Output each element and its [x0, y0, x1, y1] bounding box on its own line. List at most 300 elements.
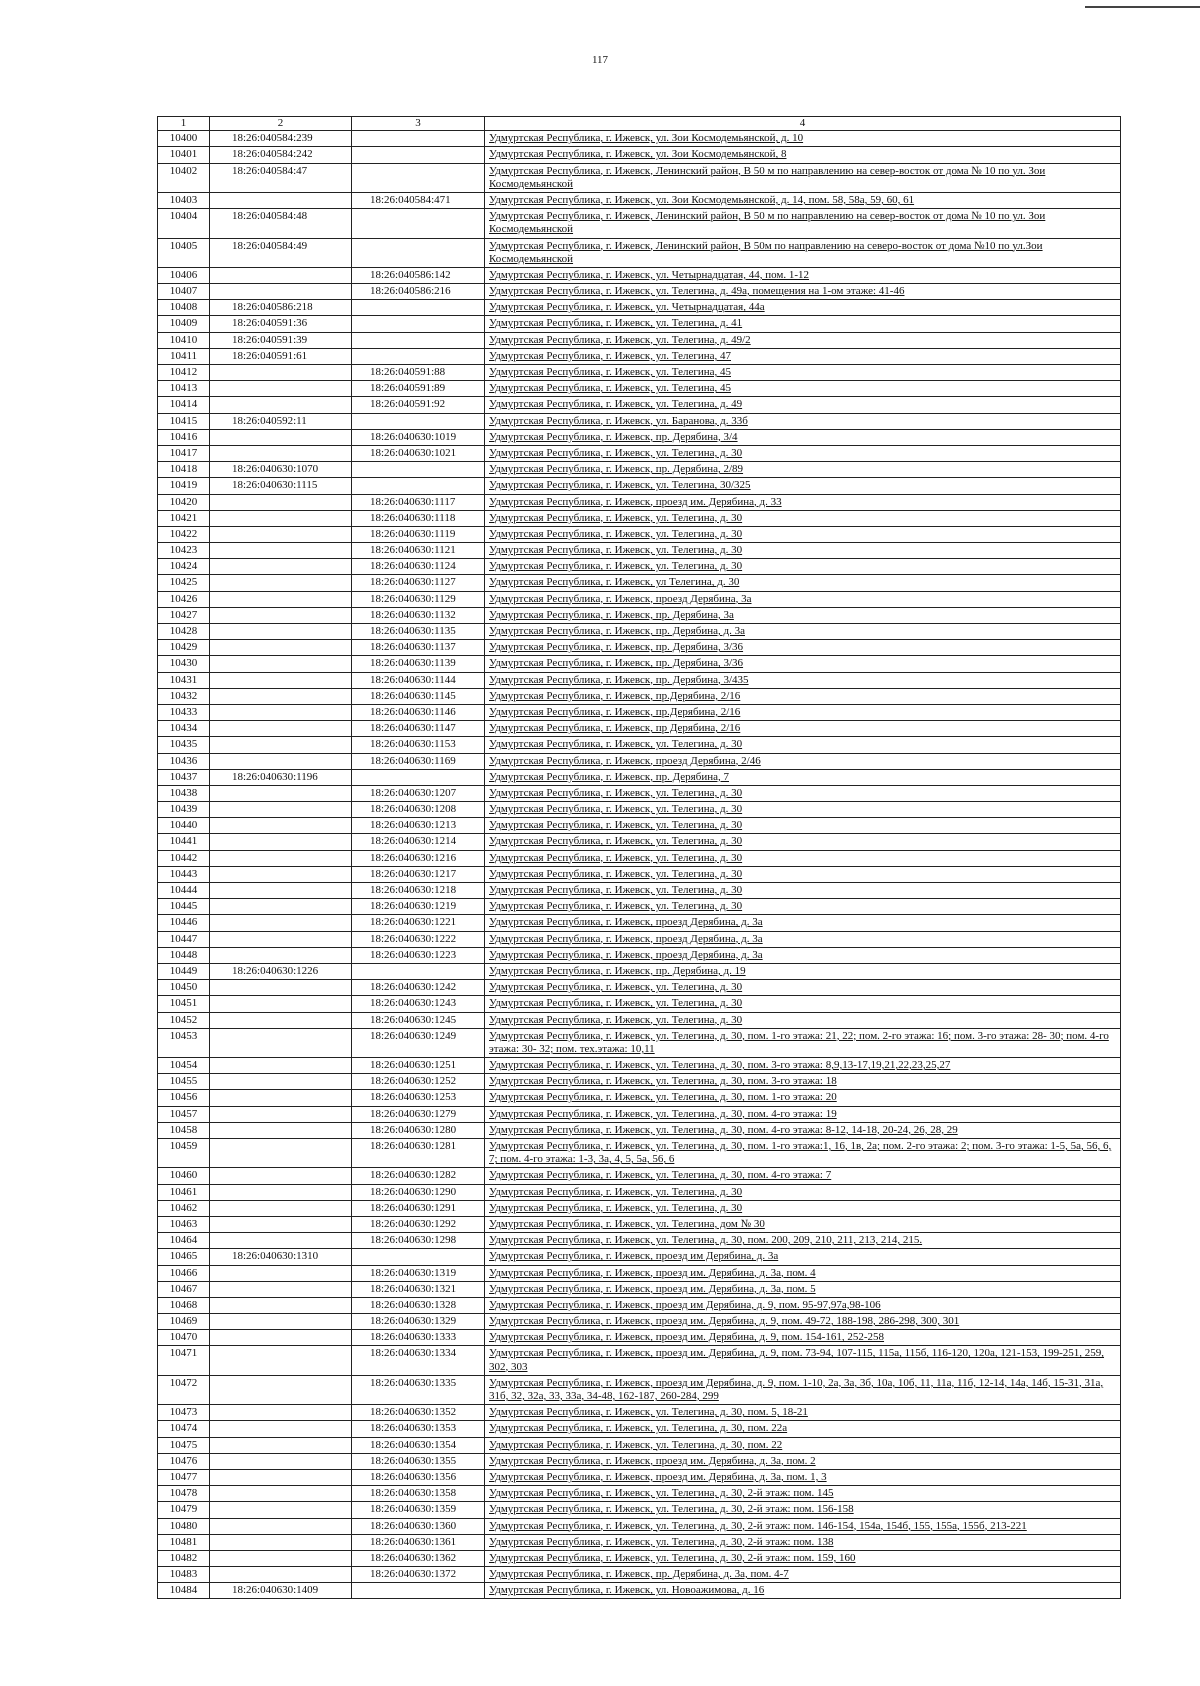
table-row — [158, 316, 1121, 332]
address-cell: Удмуртская Республика, г. Ижевск, ул. Телегина, д. 30, пом. 4-го этажа: 7 — [485, 1168, 1121, 1184]
address-cell: Удмуртская Республика, г. Ижевск, проезд Дерябина, 2/46 — [485, 753, 1121, 769]
row-number-cell: 10454 — [158, 1058, 210, 1074]
address-cell: Удмуртская Республика, г. Ижевск, проезд Дерябина, 3а — [485, 591, 1121, 607]
row-number-cell: 10430 — [158, 656, 210, 672]
table-row — [158, 963, 1121, 979]
address-cell: Удмуртская Республика, г. Ижевск, ул. Телегина, д. 30, пом. 4-го этажа: 19 — [485, 1106, 1121, 1122]
cadastral-number-cell: 18:26:040584:239 — [210, 131, 352, 147]
premises-cadastral-number-cell: 18:26:040630:1280 — [352, 1122, 485, 1138]
row-number-cell: 10418 — [158, 462, 210, 478]
cadastral-number-cell — [210, 980, 352, 996]
row-number-cell: 10476 — [158, 1453, 210, 1469]
row-number-cell: 10425 — [158, 575, 210, 591]
table-row — [158, 1453, 1121, 1469]
cadastral-number-cell — [210, 704, 352, 720]
table-row — [158, 1200, 1121, 1216]
cadastral-number-cell — [210, 1168, 352, 1184]
row-number-cell: 10405 — [158, 238, 210, 267]
row-number-cell: 10423 — [158, 543, 210, 559]
row-number-cell: 10474 — [158, 1421, 210, 1437]
row-number-cell: 10413 — [158, 381, 210, 397]
row-number-cell: 10458 — [158, 1122, 210, 1138]
table-row — [158, 510, 1121, 526]
table-row — [158, 834, 1121, 850]
premises-cadastral-number-cell: 18:26:040630:1135 — [352, 624, 485, 640]
cadastral-number-cell — [210, 494, 352, 510]
table-row — [158, 348, 1121, 364]
row-number-cell: 10468 — [158, 1297, 210, 1313]
premises-cadastral-number-cell — [352, 413, 485, 429]
table-row — [158, 526, 1121, 542]
premises-cadastral-number-cell: 18:26:040591:92 — [352, 397, 485, 413]
table-row — [158, 818, 1121, 834]
cadastral-number-cell — [210, 575, 352, 591]
premises-cadastral-number-cell: 18:26:040630:1222 — [352, 931, 485, 947]
table-row — [158, 591, 1121, 607]
row-number-cell: 10439 — [158, 802, 210, 818]
row-number-cell: 10477 — [158, 1469, 210, 1485]
cadastral-number-cell — [210, 397, 352, 413]
premises-cadastral-number-cell: 18:26:040630:1021 — [352, 445, 485, 461]
premises-cadastral-number-cell: 18:26:040630:1292 — [352, 1216, 485, 1232]
cadastral-number-cell — [210, 688, 352, 704]
address-cell: Удмуртская Республика, г. Ижевск, пр. Дерябина, д. 19 — [485, 963, 1121, 979]
row-number-cell: 10446 — [158, 915, 210, 931]
address-cell: Удмуртская Республика, г. Ижевск, ул. Телегина, д. 30, пом. 1-го этажа: 20 — [485, 1090, 1121, 1106]
row-number-cell: 10482 — [158, 1550, 210, 1566]
row-number-cell: 10448 — [158, 947, 210, 963]
registry-table — [157, 116, 1121, 1599]
premises-cadastral-number-cell: 18:26:040630:1169 — [352, 753, 485, 769]
address-cell: Удмуртская Республика, г. Ижевск, Ленинский район, В 50м по направлению на северо-восток от дома №10 по ул.Зои Космодемьянской — [485, 238, 1121, 267]
address-cell: Удмуртская Республика, г. Ижевск, пр.Дерябина, 2/16 — [485, 688, 1121, 704]
table-row — [158, 1028, 1121, 1057]
premises-cadastral-number-cell: 18:26:040586:216 — [352, 284, 485, 300]
header-col-3: 3 — [352, 117, 485, 131]
cadastral-number-cell — [210, 899, 352, 915]
table-row — [158, 624, 1121, 640]
cadastral-number-cell — [210, 429, 352, 445]
row-number-cell: 10472 — [158, 1375, 210, 1404]
row-number-cell: 10470 — [158, 1330, 210, 1346]
cadastral-number-cell — [210, 1058, 352, 1074]
row-number-cell: 10462 — [158, 1200, 210, 1216]
table-row — [158, 1233, 1121, 1249]
premises-cadastral-number-cell: 18:26:040630:1334 — [352, 1346, 485, 1375]
row-number-cell: 10422 — [158, 526, 210, 542]
premises-cadastral-number-cell: 18:26:040630:1213 — [352, 818, 485, 834]
address-cell: Удмуртская Республика, г. Ижевск, пр. Дерябина, 3/36 — [485, 640, 1121, 656]
address-cell: Удмуртская Республика, г. Ижевск, ул. Телегина, д. 30 — [485, 1200, 1121, 1216]
address-cell: Удмуртская Республика, г. Ижевск, ул. Зои Космодемьянской, д. 14, пом. 58, 58а, 59, 60, 61 — [485, 192, 1121, 208]
table-row — [158, 866, 1121, 882]
address-cell: Удмуртская Республика, г. Ижевск, ул. Зои Космодемьянской, д. 10 — [485, 131, 1121, 147]
address-cell: Удмуртская Республика, г. Ижевск, проезд им. Дерябина, д. 3а, пом. 2 — [485, 1453, 1121, 1469]
premises-cadastral-number-cell: 18:26:040630:1144 — [352, 672, 485, 688]
address-cell: Удмуртская Республика, г. Ижевск, ул. Телегина, д. 30 — [485, 899, 1121, 915]
row-number-cell: 10464 — [158, 1233, 210, 1249]
premises-cadastral-number-cell: 18:26:040630:1354 — [352, 1437, 485, 1453]
table-row — [158, 1106, 1121, 1122]
table-row — [158, 883, 1121, 899]
premises-cadastral-number-cell — [352, 769, 485, 785]
row-number-cell: 10420 — [158, 494, 210, 510]
cadastral-number-cell — [210, 526, 352, 542]
cadastral-number-cell — [210, 850, 352, 866]
cadastral-number-cell — [210, 737, 352, 753]
cadastral-number-cell — [210, 365, 352, 381]
address-cell: Удмуртская Республика, г. Ижевск, ул. Телегина, д. 30 — [485, 996, 1121, 1012]
cadastral-number-cell: 18:26:040592:11 — [210, 413, 352, 429]
premises-cadastral-number-cell — [352, 478, 485, 494]
address-cell: Удмуртская Республика, г. Ижевск, проезд Дерябина, д. 3а — [485, 931, 1121, 947]
table-row — [158, 688, 1121, 704]
row-number-cell: 10452 — [158, 1012, 210, 1028]
row-number-cell: 10455 — [158, 1074, 210, 1090]
address-cell: Удмуртская Республика, г. Ижевск, пр. Дерябина, 3а — [485, 607, 1121, 623]
row-number-cell: 10416 — [158, 429, 210, 445]
premises-cadastral-number-cell — [352, 1583, 485, 1599]
premises-cadastral-number-cell: 18:26:040630:1137 — [352, 640, 485, 656]
row-number-cell: 10415 — [158, 413, 210, 429]
cadastral-number-cell — [210, 1330, 352, 1346]
row-number-cell: 10483 — [158, 1567, 210, 1583]
table-row — [158, 980, 1121, 996]
address-cell: Удмуртская Республика, г. Ижевск, проезд им. Дерябина, д. 3а, пом. 5 — [485, 1281, 1121, 1297]
premises-cadastral-number-cell: 18:26:040630:1352 — [352, 1405, 485, 1421]
address-cell: Удмуртская Республика, г. Ижевск, ул. Телегина, д. 30, 2-й этаж: пом. 159, 160 — [485, 1550, 1121, 1566]
cadastral-number-cell — [210, 1314, 352, 1330]
row-number-cell: 10445 — [158, 899, 210, 915]
cadastral-number-cell: 18:26:040591:36 — [210, 316, 352, 332]
address-cell: Удмуртская Республика, г. Ижевск, ул. Четырнадцатая, 44, пом. 1-12 — [485, 267, 1121, 283]
address-cell: Удмуртская Республика, г. Ижевск, ул. Телегина, 30/325 — [485, 478, 1121, 494]
table-row — [158, 915, 1121, 931]
cadastral-number-cell: 18:26:040584:242 — [210, 147, 352, 163]
premises-cadastral-number-cell: 18:26:040630:1145 — [352, 688, 485, 704]
cadastral-number-cell — [210, 1297, 352, 1313]
cadastral-number-cell — [210, 1567, 352, 1583]
row-number-cell: 10449 — [158, 963, 210, 979]
address-cell: Удмуртская Республика, г. Ижевск, ул. Телегина, д. 30, пом. 5, 18-21 — [485, 1405, 1121, 1421]
address-cell: Удмуртская Республика, г. Ижевск, ул Телегина, д. 30 — [485, 575, 1121, 591]
address-cell: Удмуртская Республика, г. Ижевск, проезд им Дерябина, д. 9, пом. 1-10, 2а, 3а, 3б, 10а, 10б, 11, 11а, 11б, 12-14, 14а, 14б, 15-31, 31а, 31б, 32, 32а, 33, 33а, 34-48, 162-187, 260-284, 299 — [485, 1375, 1121, 1404]
address-cell: Удмуртская Республика, г. Ижевск, пр. Дерябина, 7 — [485, 769, 1121, 785]
premises-cadastral-number-cell — [352, 348, 485, 364]
premises-cadastral-number-cell: 18:26:040630:1019 — [352, 429, 485, 445]
premises-cadastral-number-cell: 18:26:040630:1132 — [352, 607, 485, 623]
premises-cadastral-number-cell — [352, 209, 485, 238]
cadastral-number-cell: 18:26:040630:1310 — [210, 1249, 352, 1265]
row-number-cell: 10480 — [158, 1518, 210, 1534]
cadastral-number-cell — [210, 656, 352, 672]
cadastral-number-cell: 18:26:040630:1115 — [210, 478, 352, 494]
row-number-cell: 10433 — [158, 704, 210, 720]
row-number-cell: 10403 — [158, 192, 210, 208]
table-row — [158, 1122, 1121, 1138]
address-cell: Удмуртская Республика, г. Ижевск, ул. Телегина, д. 30 — [485, 785, 1121, 801]
table-header-row — [158, 117, 1121, 131]
header-col-2: 2 — [210, 117, 352, 131]
row-number-cell: 10431 — [158, 672, 210, 688]
address-cell: Удмуртская Республика, г. Ижевск, ул. Зои Космодемьянской, 8 — [485, 147, 1121, 163]
cadastral-number-cell: 18:26:040630:1070 — [210, 462, 352, 478]
premises-cadastral-number-cell: 18:26:040630:1216 — [352, 850, 485, 866]
table-row — [158, 1216, 1121, 1232]
row-number-cell: 10435 — [158, 737, 210, 753]
row-number-cell: 10467 — [158, 1281, 210, 1297]
address-cell: Удмуртская Республика, г. Ижевск, ул. Телегина, д. 30 — [485, 559, 1121, 575]
premises-cadastral-number-cell: 18:26:040586:142 — [352, 267, 485, 283]
cadastral-number-cell — [210, 1375, 352, 1404]
address-cell: Удмуртская Республика, г. Ижевск, ул. Телегина, д. 30, пом. 22 — [485, 1437, 1121, 1453]
row-number-cell: 10478 — [158, 1486, 210, 1502]
table-row — [158, 737, 1121, 753]
address-cell: Удмуртская Республика, г. Ижевск, ул. Телегина, д. 30 — [485, 818, 1121, 834]
premises-cadastral-number-cell: 18:26:040630:1279 — [352, 1106, 485, 1122]
address-cell: Удмуртская Республика, г. Ижевск, пр. Дерябина, 3/435 — [485, 672, 1121, 688]
premises-cadastral-number-cell: 18:26:040630:1356 — [352, 1469, 485, 1485]
table-row — [158, 1314, 1121, 1330]
premises-cadastral-number-cell: 18:26:040630:1335 — [352, 1375, 485, 1404]
table-row — [158, 1184, 1121, 1200]
row-number-cell: 10401 — [158, 147, 210, 163]
address-cell: Удмуртская Республика, г. Ижевск, проезд Дерябина, д. 3а — [485, 947, 1121, 963]
premises-cadastral-number-cell — [352, 147, 485, 163]
row-number-cell: 10451 — [158, 996, 210, 1012]
row-number-cell: 10456 — [158, 1090, 210, 1106]
premises-cadastral-number-cell: 18:26:040630:1359 — [352, 1502, 485, 1518]
table-row — [158, 1486, 1121, 1502]
table-row — [158, 147, 1121, 163]
table-row — [158, 462, 1121, 478]
row-number-cell: 10412 — [158, 365, 210, 381]
cadastral-number-cell — [210, 445, 352, 461]
cadastral-number-cell — [210, 721, 352, 737]
address-cell: Удмуртская Республика, г. Ижевск, проезд Дерябина, д. 3а — [485, 915, 1121, 931]
cadastral-number-cell — [210, 1184, 352, 1200]
address-cell: Удмуртская Республика, г. Ижевск, ул. Баранова, д. 33б — [485, 413, 1121, 429]
address-cell: Удмуртская Республика, г. Ижевск, ул. Телегина, д. 41 — [485, 316, 1121, 332]
table-row — [158, 704, 1121, 720]
table-row — [158, 332, 1121, 348]
address-cell: Удмуртская Республика, г. Ижевск, Ленинский район, В 50 м по направлению на север-восток от дома № 10 по ул. Зои Космодемьянской — [485, 209, 1121, 238]
premises-cadastral-number-cell: 18:26:040630:1249 — [352, 1028, 485, 1057]
table-row — [158, 1518, 1121, 1534]
cadastral-number-cell — [210, 1346, 352, 1375]
cadastral-number-cell — [210, 785, 352, 801]
table-row — [158, 1567, 1121, 1583]
cadastral-number-cell — [210, 591, 352, 607]
address-cell: Удмуртская Республика, г. Ижевск, ул. Телегина, д. 30, пом. 22а — [485, 1421, 1121, 1437]
row-number-cell: 10460 — [158, 1168, 210, 1184]
address-cell: Удмуртская Республика, г. Ижевск, ул. Телегина, д. 30 — [485, 1012, 1121, 1028]
header-col-4: 4 — [485, 117, 1121, 131]
premises-cadastral-number-cell — [352, 1249, 485, 1265]
row-number-cell: 10438 — [158, 785, 210, 801]
table-row — [158, 445, 1121, 461]
cadastral-number-cell — [210, 1281, 352, 1297]
premises-cadastral-number-cell: 18:26:040630:1251 — [352, 1058, 485, 1074]
premises-cadastral-number-cell: 18:26:040630:1214 — [352, 834, 485, 850]
premises-cadastral-number-cell: 18:26:040630:1298 — [352, 1233, 485, 1249]
address-cell: Удмуртская Республика, г. Ижевск, пр. Дерябина, д. 3а — [485, 624, 1121, 640]
row-number-cell: 10471 — [158, 1346, 210, 1375]
premises-cadastral-number-cell: 18:26:040630:1117 — [352, 494, 485, 510]
table-row — [158, 656, 1121, 672]
address-cell: Удмуртская Республика, г. Ижевск, ул. Телегина, д. 30 — [485, 834, 1121, 850]
cadastral-number-cell — [210, 1028, 352, 1057]
cadastral-number-cell — [210, 510, 352, 526]
cadastral-number-cell — [210, 1012, 352, 1028]
row-number-cell: 10453 — [158, 1028, 210, 1057]
cadastral-number-cell — [210, 1518, 352, 1534]
row-number-cell: 10469 — [158, 1314, 210, 1330]
cadastral-number-cell — [210, 640, 352, 656]
table-row — [158, 1139, 1121, 1168]
row-number-cell: 10427 — [158, 607, 210, 623]
address-cell: Удмуртская Республика, г. Ижевск, ул. Телегина, д. 30, пом. 200, 209, 210, 211, 213, 214, 215. — [485, 1233, 1121, 1249]
cadastral-number-cell — [210, 947, 352, 963]
premises-cadastral-number-cell: 18:26:040630:1372 — [352, 1567, 485, 1583]
premises-cadastral-number-cell: 18:26:040630:1119 — [352, 526, 485, 542]
premises-cadastral-number-cell: 18:26:040630:1253 — [352, 1090, 485, 1106]
address-cell: Удмуртская Республика, г. Ижевск, пр. Дерябина, 3/36 — [485, 656, 1121, 672]
table-row — [158, 131, 1121, 147]
table-row — [158, 899, 1121, 915]
premises-cadastral-number-cell: 18:26:040630:1361 — [352, 1534, 485, 1550]
premises-cadastral-number-cell: 18:26:040584:471 — [352, 192, 485, 208]
row-number-cell: 10404 — [158, 209, 210, 238]
address-cell: Удмуртская Республика, г. Ижевск, ул. Телегина, д. 30 — [485, 737, 1121, 753]
cadastral-number-cell — [210, 1534, 352, 1550]
address-cell: Удмуртская Республика, г. Ижевск, ул. Четырнадцатая, 44а — [485, 300, 1121, 316]
row-number-cell: 10410 — [158, 332, 210, 348]
row-number-cell: 10479 — [158, 1502, 210, 1518]
table-row — [158, 753, 1121, 769]
premises-cadastral-number-cell — [352, 316, 485, 332]
address-cell: Удмуртская Республика, г. Ижевск, ул. Телегина, д. 30 — [485, 980, 1121, 996]
premises-cadastral-number-cell: 18:26:040630:1360 — [352, 1518, 485, 1534]
address-cell: Удмуртская Республика, г. Ижевск, ул. Телегина, д. 30, 2-й этаж: пом. 145 — [485, 1486, 1121, 1502]
address-cell: Удмуртская Республика, г. Ижевск, ул. Телегина, д. 30, пом. 1-го этажа: 21, 22; пом. 2-го этажа: 16; пом. 3-го этажа: 28- 30; пом. 4-го этажа: 30- 32; пом. тех.этажа: 10,11 — [485, 1028, 1121, 1057]
row-number-cell: 10414 — [158, 397, 210, 413]
address-cell: Удмуртская Республика, г. Ижевск, проезд им. Дерябина, д. 9, пом. 73-94, 107-115, 115а, 115б, 116-120, 120а, 121-153, 199-251, 259, 302, 303 — [485, 1346, 1121, 1375]
cadastral-number-cell — [210, 1106, 352, 1122]
premises-cadastral-number-cell: 18:26:040630:1218 — [352, 883, 485, 899]
table-row — [158, 1330, 1121, 1346]
row-number-cell: 10434 — [158, 721, 210, 737]
row-number-cell: 10436 — [158, 753, 210, 769]
premises-cadastral-number-cell — [352, 163, 485, 192]
cadastral-number-cell — [210, 559, 352, 575]
table-row — [158, 284, 1121, 300]
premises-cadastral-number-cell: 18:26:040630:1333 — [352, 1330, 485, 1346]
table-row — [158, 802, 1121, 818]
table-row — [158, 1550, 1121, 1566]
table-row — [158, 1265, 1121, 1281]
cadastral-number-cell: 18:26:040586:218 — [210, 300, 352, 316]
table-row — [158, 267, 1121, 283]
row-number-cell: 10409 — [158, 316, 210, 332]
table-row — [158, 850, 1121, 866]
page-number: 117 — [591, 54, 609, 66]
address-cell: Удмуртская Республика, г. Ижевск, проезд им. Дерябина, д. 9, пом. 49-72, 188-198, 286-298, 300, 301 — [485, 1314, 1121, 1330]
premises-cadastral-number-cell: 18:26:040630:1281 — [352, 1139, 485, 1168]
cadastral-number-cell — [210, 1200, 352, 1216]
premises-cadastral-number-cell: 18:26:040630:1245 — [352, 1012, 485, 1028]
header-col-1: 1 — [158, 117, 210, 131]
address-cell: Удмуртская Республика, г. Ижевск, проезд им. Дерябина, д. 3а, пом. 4 — [485, 1265, 1121, 1281]
row-number-cell: 10440 — [158, 818, 210, 834]
address-cell: Удмуртская Республика, г. Ижевск, ул. Телегина, д. 30 — [485, 510, 1121, 526]
row-number-cell: 10466 — [158, 1265, 210, 1281]
table-row — [158, 721, 1121, 737]
premises-cadastral-number-cell: 18:26:040591:88 — [352, 365, 485, 381]
premises-cadastral-number-cell: 18:26:040630:1355 — [352, 1453, 485, 1469]
premises-cadastral-number-cell: 18:26:040630:1242 — [352, 980, 485, 996]
cadastral-number-cell: 18:26:040591:39 — [210, 332, 352, 348]
address-cell: Удмуртская Республика, г. Ижевск, пр. Дерябина, 2/89 — [485, 462, 1121, 478]
table-row — [158, 575, 1121, 591]
row-number-cell: 10417 — [158, 445, 210, 461]
address-cell: Удмуртская Республика, г. Ижевск, ул. Телегина, д. 30 — [485, 543, 1121, 559]
premises-cadastral-number-cell: 18:26:040630:1252 — [352, 1074, 485, 1090]
premises-cadastral-number-cell — [352, 332, 485, 348]
table-row — [158, 192, 1121, 208]
address-cell: Удмуртская Республика, г. Ижевск, проезд им Дерябина, д. 3а — [485, 1249, 1121, 1265]
cadastral-number-cell — [210, 1405, 352, 1421]
row-number-cell: 10441 — [158, 834, 210, 850]
table-row — [158, 494, 1121, 510]
address-cell: Удмуртская Республика, г. Ижевск, ул. Телегина, д. 30, пом. 3-го этажа: 8,9,13-17,19,21,22,23,25,27 — [485, 1058, 1121, 1074]
cadastral-number-cell — [210, 284, 352, 300]
table-row — [158, 543, 1121, 559]
address-cell: Удмуртская Республика, г. Ижевск, ул. Телегина, д. 30 — [485, 802, 1121, 818]
row-number-cell: 10437 — [158, 769, 210, 785]
table-row — [158, 672, 1121, 688]
premises-cadastral-number-cell — [352, 462, 485, 478]
row-number-cell: 10461 — [158, 1184, 210, 1200]
row-number-cell: 10408 — [158, 300, 210, 316]
premises-cadastral-number-cell: 18:26:040630:1207 — [352, 785, 485, 801]
row-number-cell: 10426 — [158, 591, 210, 607]
cadastral-number-cell: 18:26:040584:49 — [210, 238, 352, 267]
cadastral-number-cell — [210, 915, 352, 931]
row-number-cell: 10424 — [158, 559, 210, 575]
cadastral-number-cell — [210, 1469, 352, 1485]
row-number-cell: 10481 — [158, 1534, 210, 1550]
cadastral-number-cell — [210, 1453, 352, 1469]
table-row — [158, 300, 1121, 316]
premises-cadastral-number-cell: 18:26:040630:1147 — [352, 721, 485, 737]
premises-cadastral-number-cell: 18:26:040630:1219 — [352, 899, 485, 915]
premises-cadastral-number-cell: 18:26:040630:1291 — [352, 1200, 485, 1216]
table-row — [158, 607, 1121, 623]
premises-cadastral-number-cell — [352, 238, 485, 267]
cadastral-number-cell — [210, 883, 352, 899]
row-number-cell: 10463 — [158, 1216, 210, 1232]
row-number-cell: 10444 — [158, 883, 210, 899]
premises-cadastral-number-cell: 18:26:040630:1217 — [352, 866, 485, 882]
address-cell: Удмуртская Республика, г. Ижевск, ул. Телегина, д. 30, 2-й этаж: пом. 146-154, 154а, 154б, 155, 155а, 155б, 213-221 — [485, 1518, 1121, 1534]
cadastral-number-cell — [210, 1437, 352, 1453]
row-number-cell: 10475 — [158, 1437, 210, 1453]
table-row — [158, 413, 1121, 429]
premises-cadastral-number-cell: 18:26:040630:1319 — [352, 1265, 485, 1281]
address-cell: Удмуртская Республика, г. Ижевск, ул. Телегина, д. 30 — [485, 445, 1121, 461]
cadastral-number-cell — [210, 802, 352, 818]
